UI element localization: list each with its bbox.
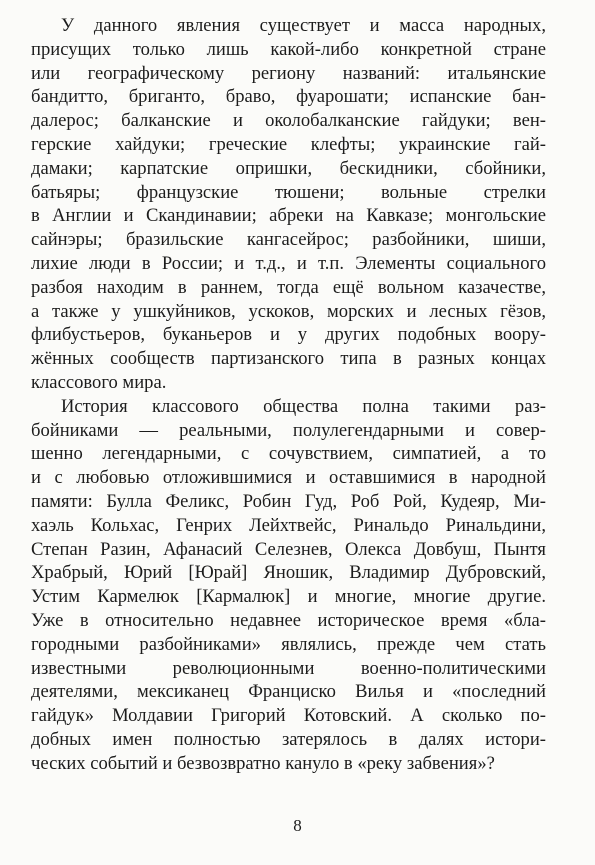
text-line: классового мира. [31, 371, 167, 393]
text-line: хаэль Кольхас, Генрих Лейхтвейс, Ринальдо Ринальдини, [31, 514, 546, 536]
text-line: шенно легендарными, с сочувствием, симпатией, а то [31, 443, 546, 465]
body-text [31, 14, 546, 776]
text-line: бойниками — реальными, полулегендарными и совер- [31, 419, 546, 441]
text-line: жённых сообществ партизанского типа в разных концах [31, 348, 546, 370]
page-number: 8 [293, 816, 302, 835]
paragraph-1 [31, 14, 546, 395]
text-line: Устим Кармелюк [Кармалюк] и многие, многие другие. [31, 586, 546, 608]
text-line: памяти: Булла Феликс, Робин Гуд, Роб Рой, Кудеяр, Ми- [31, 490, 546, 512]
text-line: разбоя находим в раннем, тогда ещё вольном казачестве, [31, 276, 546, 298]
text-line: батьяры; французские тюшени; вольные стрелки [31, 181, 546, 203]
text-line: Храбрый, Юрий [Юрай] Яношик, Владимир Дубровский, [31, 562, 546, 584]
text-line: в Англии и Скандинавии; абреки на Кавказе; монгольские [31, 205, 546, 227]
text-line: Степан Разин, Афанасий Селезнев, Олекса Довбуш, Пынтя [31, 538, 546, 560]
text-line: и с любовью отложившимися и оставшимися в народной [31, 467, 546, 489]
text-line: а также у ушкуйников, ускоков, морских и лесных гёзов, [31, 300, 546, 322]
text-line: известными революционными военно-политическими [31, 657, 546, 679]
text-line: присущих только лишь какой-либо конкретной стране [31, 38, 546, 60]
text-line: ческих событий и безвозвратно кануло в «реку забвения»? [31, 752, 495, 774]
text-line: деятелями, мексиканец Франциско Вилья и «последний [31, 681, 546, 703]
text-line: флибустьеров, буканьеров и у других подобных воору- [31, 324, 546, 346]
text-line: городными разбойниками» являлись, прежде чем стать [31, 633, 546, 655]
text-line: История классового общества полна такими раз- [61, 395, 546, 417]
text-line: гайдук» Молдавии Григорий Котовский. А сколько по- [31, 705, 546, 727]
paragraph-2 [31, 395, 546, 776]
text-line: лихие люди в России; и т.д., и т.п. Элементы социального [31, 252, 546, 274]
text-line: дамаки; карпатские опришки, бескидники, сбойники, [31, 157, 546, 179]
text-line: добных имен полностью затерялось в далях истори- [31, 728, 546, 750]
text-line: или географическому региону названий: итальянские [31, 62, 546, 84]
text-line: далерос; балканские и околобалканские гайдуки; вен- [31, 110, 546, 132]
text-line: Уже в относительно недавнее историческое время «бла- [31, 609, 546, 631]
text-line: сайнэры; бразильские кангасейрос; разбойники, шиши, [31, 229, 546, 251]
text-line: У данного явления существует и масса народных, [61, 15, 546, 36]
text-line: герские хайдуки; греческие клефты; украинские гай- [31, 133, 546, 155]
text-line: бандитто, бриганто, браво, фуарошати; испанские бан- [31, 86, 546, 108]
